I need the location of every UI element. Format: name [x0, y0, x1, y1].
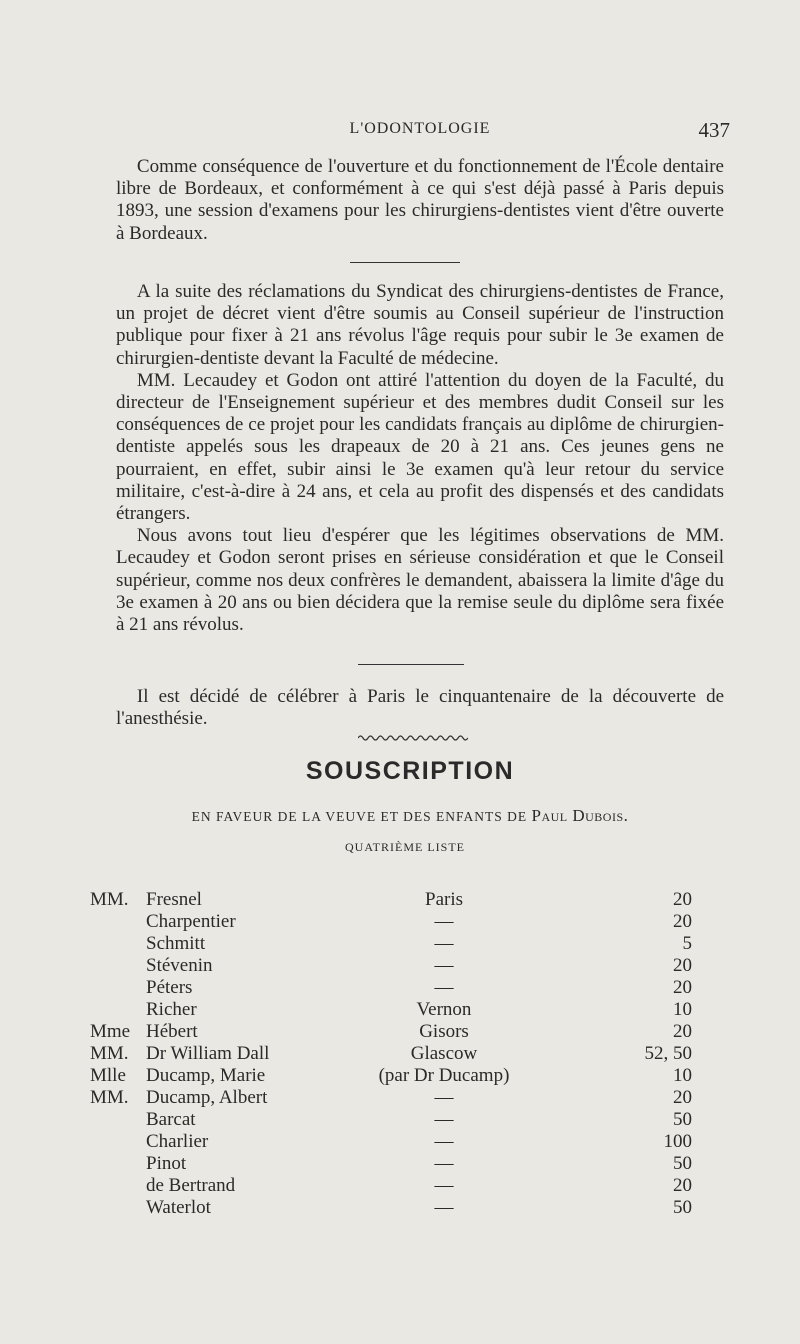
subscriber-place: —	[434, 1131, 454, 1152]
subtitle-name: Paul Dubois.	[531, 806, 629, 825]
subscriber-row	[0, 1087, 800, 1109]
page-number: 437	[698, 118, 730, 142]
news-block-bordeaux	[116, 156, 724, 245]
subscriber-place: (par Dr Ducamp)	[378, 1065, 510, 1086]
subscriber-amount: 100	[663, 1131, 692, 1152]
subscriber-row	[0, 1065, 800, 1087]
subscriber-amount: 10	[673, 999, 692, 1020]
subscriber-row	[0, 933, 800, 955]
subscriber-place: —	[434, 1087, 454, 1108]
paragraph: Comme conséquence de l'ouverture et du fonctionnement de l'École dentaire libre de Bordeaux, et conformément à ce qui s'est déjà passé à Paris depuis 1893, une session d'examens pour les chirurgiens-dentistes vient d'être ouverte à Bordeaux.	[116, 156, 724, 244]
subscriber-place: Gisors	[419, 1021, 469, 1042]
subscriber-row	[0, 1153, 800, 1175]
subscriber-place: —	[434, 1153, 454, 1174]
subscriber-name: Pinot	[146, 1153, 187, 1174]
subscriber-amount: 52, 50	[644, 1043, 692, 1064]
subscriber-list	[0, 889, 800, 1219]
subscriber-amount: 20	[673, 977, 692, 998]
subscriber-row	[0, 1021, 800, 1043]
subscriber-place: —	[434, 1197, 454, 1218]
subscriber-name: Charpentier	[146, 911, 236, 932]
subscriber-row	[0, 1043, 800, 1065]
subscriber-place: —	[434, 1109, 454, 1130]
subscriber-place: —	[434, 933, 454, 954]
subscriber-name: Ducamp, Albert	[146, 1087, 268, 1108]
subscriber-name: Ducamp, Marie	[146, 1065, 266, 1086]
subscriber-row	[0, 977, 800, 999]
subscriber-name: Schmitt	[146, 933, 206, 954]
subscriber-place: Vernon	[416, 999, 472, 1020]
subscriber-amount: 20	[673, 911, 692, 932]
row-title: Mme	[90, 1021, 131, 1042]
wavy-ornament	[358, 733, 468, 743]
subscriber-row	[0, 1197, 800, 1219]
subscriber-amount: 50	[673, 1153, 692, 1174]
section-divider	[350, 262, 460, 263]
paragraph: MM. Lecaudey et Godon ont attiré l'attention du doyen de la Faculté, du directeur de l'Enseignement supérieur et des membres dudit Conseil sur les conséquences de ce projet pour les candidats français au diplôme de chirurgien-dentiste appelés sous les drapeaux de 20 à 21 ans. Ces jeunes gens ne pourraient, en effet, subir ainsi le 3e examen qu'à leur retour du service militaire, c'est-à-dire à 24 ans, et cela au profit des dispensés et des candidats étrangers.	[116, 369, 724, 525]
subscriber-name: Charlier	[146, 1131, 209, 1152]
row-title: MM.	[90, 889, 129, 910]
subscriber-name: Richer	[146, 999, 197, 1020]
running-head	[110, 118, 730, 144]
subscription-title: SOUSCRIPTION	[305, 757, 515, 785]
subscriber-amount: 10	[673, 1065, 692, 1086]
running-title: L'ODONTOLOGIE	[349, 120, 491, 137]
paragraph: A la suite des réclamations du Syndicat des chirurgiens-dentistes de France, un projet de décret vient d'être soumis au Conseil supérieur de l'instruction publique pour fixer à 21 ans révolus l'âge requis pour subir le 3e examen de chirurgien-dentiste devant la Faculté de médecine.	[116, 281, 724, 369]
subscriber-name: de Bertrand	[146, 1175, 236, 1196]
subscriber-place: Glascow	[410, 1043, 478, 1064]
news-block-decree	[116, 281, 724, 636]
subscriber-amount: 20	[673, 1087, 692, 1108]
subscription-subtitle	[0, 806, 800, 826]
subscriber-row	[0, 889, 800, 911]
subtitle-text: EN FAVEUR DE LA VEUVE ET DES ENFANTS DE	[191, 809, 528, 824]
subscriber-row	[0, 1131, 800, 1153]
subscriber-amount: 20	[673, 955, 692, 976]
subscriber-name: Hébert	[146, 1021, 198, 1042]
row-title: MM.	[90, 1087, 129, 1108]
subscriber-row	[0, 1109, 800, 1131]
subscriber-name: Péters	[146, 977, 193, 998]
subscriber-amount: 5	[682, 933, 692, 954]
subscriber-name: Stévenin	[146, 955, 213, 976]
subscriber-amount: 50	[673, 1109, 692, 1130]
subscriber-row	[0, 1175, 800, 1197]
section-divider	[358, 664, 464, 665]
row-title: MM.	[90, 1043, 129, 1064]
subscriber-place: —	[434, 977, 454, 998]
subscriber-name: Waterlot	[146, 1197, 211, 1218]
subscriber-amount: 20	[673, 1175, 692, 1196]
subscriber-amount: 50	[673, 1197, 692, 1218]
subscriber-amount: 20	[673, 889, 692, 910]
news-block-anesthesia	[116, 686, 724, 730]
subscriber-name: Fresnel	[146, 889, 202, 910]
subscriber-row	[0, 999, 800, 1021]
subscriber-place: —	[434, 911, 454, 932]
subscriber-name: Barcat	[146, 1109, 196, 1130]
subscriber-place: Paris	[425, 889, 463, 910]
row-title: Mlle	[90, 1065, 126, 1086]
subscriber-place: —	[434, 955, 454, 976]
subscriber-place: —	[434, 1175, 454, 1196]
paragraph: Nous avons tout lieu d'espérer que les légitimes observations de MM. Lecaudey et Godon seront prises en sérieuse considération et que le Conseil supérieur, comme nos deux confrères le demandent, abaissera la limite d'âge du 3e examen à 20 ans ou bien décidera que la remise seule du diplôme sera fixée à 21 ans révolus.	[116, 525, 724, 636]
subscriber-row	[0, 911, 800, 933]
list-label: QUATRIÈME LISTE	[345, 840, 465, 854]
subscriber-row	[0, 955, 800, 977]
subscriber-name: Dr William Dall	[146, 1043, 270, 1064]
paragraph: Il est décidé de célébrer à Paris le cinquantenaire de la découverte de l'anesthésie.	[116, 686, 724, 730]
subscriber-amount: 20	[673, 1021, 692, 1042]
